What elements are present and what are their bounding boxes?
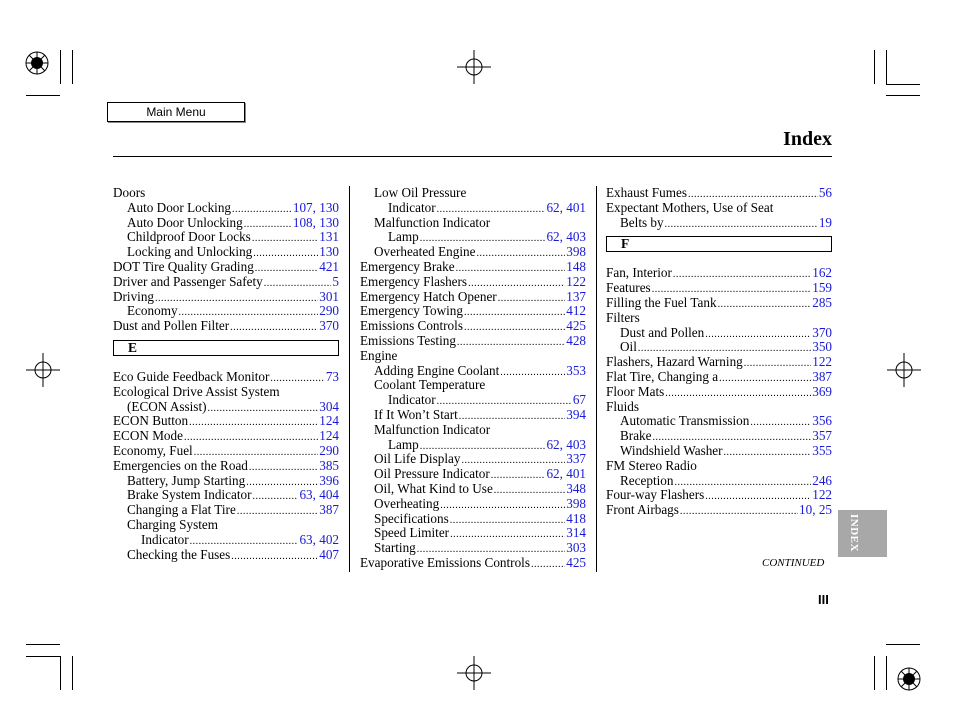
leader-dots (531, 558, 565, 573)
page-reference-link[interactable]: 355 (812, 442, 832, 458)
page-reference-link[interactable]: 285 (812, 294, 832, 310)
crosshair-target-icon (887, 353, 921, 387)
index-column-1 (113, 186, 339, 562)
page-reference-link[interactable]: 63, 402 (299, 531, 339, 547)
index-entry[interactable] (606, 296, 832, 311)
index-entry[interactable] (113, 548, 339, 563)
leader-dots (705, 328, 811, 343)
entry-term: ECON Button (113, 413, 189, 429)
page-reference-link[interactable]: 350 (812, 339, 832, 355)
entry-term: Eco Guide Feedback Monitor (113, 368, 270, 384)
page-reference-link[interactable]: 290 (319, 442, 339, 458)
index-entry[interactable] (360, 334, 586, 349)
leader-dots (249, 461, 318, 476)
index-entry[interactable] (360, 290, 586, 305)
index-entry[interactable] (113, 370, 339, 385)
index-entry[interactable] (606, 385, 832, 400)
page-reference-link[interactable]: 369 (812, 383, 832, 399)
index-entry (360, 349, 586, 364)
page-reference-link[interactable]: 407 (319, 546, 339, 562)
registration-sunburst-icon (896, 666, 922, 692)
leader-dots (440, 499, 565, 514)
index-entry (606, 459, 832, 474)
entry-term: Features (606, 280, 651, 296)
entry-term: Emissions Testing (360, 332, 456, 348)
index-entry[interactable] (113, 459, 339, 474)
index-entry[interactable] (113, 533, 339, 548)
leader-dots (665, 218, 818, 233)
crop-mark (60, 50, 61, 84)
page-reference-link[interactable]: 314 (566, 525, 586, 541)
side-tab-label: INDEX (848, 514, 860, 552)
index-entry[interactable] (606, 488, 832, 503)
page-reference-link[interactable]: 370 (812, 324, 832, 340)
entry-term: Indicator (141, 531, 189, 547)
page-reference-link[interactable]: 67 (572, 392, 586, 408)
entry-term: Ecological Drive Assist System (113, 383, 280, 399)
page-reference-link[interactable]: 131 (319, 229, 339, 245)
leader-dots (491, 469, 546, 484)
leader-dots (184, 431, 318, 446)
page-reference-link[interactable]: 290 (319, 303, 339, 319)
leader-dots (680, 505, 798, 520)
index-side-tab[interactable] (838, 510, 887, 557)
section-letter-header: F (606, 236, 832, 252)
entry-term: Battery, Jump Starting (127, 472, 246, 488)
page-reference-link[interactable]: 62, 403 (546, 229, 586, 245)
entry-term: ECON Mode (113, 428, 183, 444)
index-entry (606, 201, 832, 216)
entry-term: Filters (606, 309, 640, 325)
entry-term: Emergency Hatch Opener (360, 288, 497, 304)
page-reference-link[interactable]: 62, 403 (546, 436, 586, 452)
index-column-3 (606, 186, 832, 518)
index-entry[interactable] (606, 216, 832, 231)
crosshair-target-icon (26, 353, 60, 387)
index-entry[interactable] (606, 355, 832, 370)
entry-term: Childproof Door Locks (127, 229, 251, 245)
page-reference-link[interactable]: 137 (566, 288, 586, 304)
index-entry[interactable] (360, 541, 586, 556)
entry-term: Oil Life Display (374, 451, 461, 467)
page-reference-link[interactable]: 108, 130 (292, 214, 339, 230)
index-entry[interactable] (113, 304, 339, 319)
continued-note: CONTINUED (762, 557, 825, 569)
crop-mark (26, 656, 60, 657)
crop-mark (60, 656, 61, 690)
section-letter-header: E (113, 340, 339, 356)
entry-term: Belts by (620, 214, 664, 230)
crop-mark (874, 50, 875, 84)
page-reference-link[interactable]: 56 (818, 185, 832, 200)
page-title: Index (783, 128, 832, 150)
index-entry[interactable] (113, 400, 339, 415)
entry-term: Front Airbags (606, 502, 679, 518)
index-entry[interactable] (113, 201, 339, 216)
entry-term: Speed Limiter (374, 525, 450, 541)
crop-mark (886, 84, 920, 85)
entry-term: Indicator (388, 392, 436, 408)
entry-term: DOT Tire Quality Grading (113, 258, 254, 274)
page-reference-link[interactable]: 387 (319, 502, 339, 518)
index-entry[interactable] (113, 474, 339, 489)
leader-dots (705, 490, 811, 505)
crop-mark (26, 644, 60, 645)
page-reference-link[interactable]: 385 (319, 457, 339, 473)
index-entry[interactable] (113, 216, 339, 231)
index-entry[interactable] (113, 275, 339, 290)
leader-dots (155, 292, 318, 307)
crosshair-target-icon (457, 656, 491, 690)
entry-term: Fluids (606, 398, 639, 414)
entry-term: Oil Pressure Indicator (374, 466, 490, 482)
entry-term: Lamp (388, 436, 419, 452)
page-reference-link[interactable]: 303 (566, 540, 586, 556)
leader-dots (231, 550, 318, 565)
index-entry[interactable] (360, 275, 586, 290)
leader-dots (456, 262, 566, 277)
page-reference-link[interactable]: 124 (319, 413, 339, 429)
index-entry (360, 378, 586, 393)
index-entry (606, 400, 832, 415)
index-entry[interactable] (606, 474, 832, 489)
entry-term: Reception (620, 472, 674, 488)
index-entry[interactable] (113, 290, 339, 305)
page-reference-link[interactable]: 394 (566, 406, 586, 422)
page-reference-link[interactable]: 337 (566, 451, 586, 467)
leader-dots (208, 402, 319, 417)
index-entry[interactable] (113, 429, 339, 444)
leader-dots (500, 366, 565, 381)
index-entry[interactable] (360, 512, 586, 527)
index-entry[interactable] (360, 452, 586, 467)
leader-dots (253, 247, 318, 262)
leader-dots (252, 232, 318, 247)
index-entry[interactable] (606, 266, 832, 281)
crop-mark (72, 656, 73, 690)
page-reference-link[interactable]: 348 (566, 480, 586, 496)
leader-dots (464, 306, 565, 321)
index-entry[interactable] (360, 230, 586, 245)
page-reference-link[interactable]: 421 (319, 258, 339, 274)
leader-dots (230, 321, 318, 336)
leader-dots (450, 514, 566, 529)
index-entry[interactable] (360, 482, 586, 497)
entry-term: Emergency Brake (360, 258, 455, 274)
entry-term: Locking and Unlocking (127, 244, 253, 260)
index-entry[interactable] (606, 340, 832, 355)
index-entry[interactable] (360, 364, 586, 379)
main-menu-button[interactable]: Main Menu (107, 102, 245, 122)
leader-dots (673, 268, 811, 283)
page-reference-link[interactable]: 304 (319, 398, 339, 414)
index-entry[interactable] (360, 245, 586, 260)
page-reference-link[interactable]: 73 (325, 368, 339, 384)
page-reference-link[interactable]: 356 (812, 413, 832, 429)
index-entry[interactable] (360, 260, 586, 275)
leader-dots (719, 372, 811, 387)
index-column-2 (360, 186, 586, 571)
crop-mark (886, 50, 887, 84)
index-entry[interactable] (360, 319, 586, 334)
index-entry[interactable] (360, 201, 586, 216)
index-entry (113, 186, 339, 201)
crop-mark (886, 656, 887, 690)
entry-term: Driver and Passenger Safety (113, 273, 263, 289)
page-reference-link[interactable]: 62, 401 (546, 466, 586, 482)
entry-term: Flashers, Hazard Warning (606, 354, 743, 370)
entry-term: If It Won’t Start (374, 406, 458, 422)
leader-dots (476, 247, 565, 262)
entry-term: Low Oil Pressure (374, 185, 467, 200)
entry-term: Driving (113, 288, 155, 304)
page-reference-link[interactable]: 19 (818, 214, 832, 230)
index-entry[interactable] (360, 556, 586, 571)
page-reference-link[interactable]: 357 (812, 428, 832, 444)
index-entry[interactable] (606, 370, 832, 385)
page-reference-link[interactable]: 107, 130 (292, 199, 339, 215)
index-entry[interactable] (360, 438, 586, 453)
index-entry[interactable] (360, 408, 586, 423)
entry-term: Coolant Temperature (374, 377, 486, 393)
entry-term: Four-way Flashers (606, 487, 705, 503)
entry-term: Exhaust Fumes (606, 185, 687, 200)
leader-dots (189, 416, 318, 431)
entry-term: Auto Door Unlocking (127, 214, 243, 230)
crosshair-target-icon (457, 50, 491, 84)
entry-term: Expectant Mothers, Use of Seat (606, 199, 774, 215)
index-entry[interactable] (360, 393, 586, 408)
page-reference-link[interactable]: 5 (332, 273, 339, 289)
entry-term: Lamp (388, 229, 419, 245)
entry-term: Emissions Controls (360, 318, 463, 334)
index-entry[interactable] (606, 281, 832, 296)
entry-term: Evaporative Emissions Controls (360, 554, 530, 570)
entry-term: Brake (620, 428, 652, 444)
entry-term: Engine (360, 347, 398, 363)
entry-term: Windshield Washer (620, 442, 723, 458)
entry-term: Specifications (374, 510, 449, 526)
page-reference-link[interactable]: 63, 404 (299, 487, 339, 503)
page-reference-link[interactable]: 418 (566, 510, 586, 526)
index-entry[interactable] (606, 503, 832, 518)
index-entry[interactable] (606, 186, 832, 201)
entry-term: Flat Tire, Changing a (606, 368, 719, 384)
entry-term: Floor Mats (606, 383, 665, 399)
leader-dots (665, 387, 811, 402)
entry-term: Emergency Towing (360, 303, 463, 319)
leader-dots (744, 357, 811, 372)
index-entry[interactable] (113, 488, 339, 503)
leader-dots (237, 505, 318, 520)
entry-term: Oil (620, 339, 637, 355)
page-reference-link[interactable]: 124 (319, 428, 339, 444)
entry-term: FM Stereo Radio (606, 457, 697, 473)
page-reference-link[interactable]: 396 (319, 472, 339, 488)
entry-term: Automatic Transmission (620, 413, 750, 429)
index-entry[interactable] (113, 260, 339, 275)
entry-term: (ECON Assist) (127, 398, 207, 414)
index-entry (606, 311, 832, 326)
column-divider (596, 186, 597, 572)
page-reference-link[interactable]: 246 (812, 472, 832, 488)
index-entry[interactable] (113, 414, 339, 429)
page-reference-link[interactable]: 425 (566, 318, 586, 334)
index-entry (360, 423, 586, 438)
entry-term: Checking the Fuses (127, 546, 231, 562)
index-entry[interactable] (606, 429, 832, 444)
index-entry (360, 186, 586, 201)
crop-mark (72, 50, 73, 84)
page-reference-link[interactable]: 10, 25 (799, 502, 832, 518)
crop-mark (886, 644, 920, 645)
entry-term: Indicator (388, 199, 436, 215)
index-entry[interactable] (606, 444, 832, 459)
page-reference-link[interactable]: 425 (566, 554, 586, 570)
page-reference-link[interactable]: 398 (566, 495, 586, 511)
page-reference-link[interactable]: 122 (812, 354, 832, 370)
crop-mark (886, 95, 920, 96)
page-reference-link[interactable]: 162 (812, 265, 832, 281)
page-reference-link[interactable]: 148 (566, 258, 586, 274)
page-reference-link[interactable]: 122 (812, 487, 832, 503)
page-number: III (818, 592, 829, 607)
entry-term: Overheating (374, 495, 440, 511)
page-reference-link[interactable]: 412 (566, 303, 586, 319)
page-reference-link[interactable]: 387 (812, 368, 832, 384)
column-divider (349, 186, 350, 572)
leader-dots (457, 336, 565, 351)
page-reference-link[interactable]: 428 (566, 332, 586, 348)
entry-term: Adding Engine Coolant (374, 362, 500, 378)
crop-mark (26, 95, 60, 96)
index-entry[interactable] (606, 326, 832, 341)
page-reference-link[interactable]: 370 (319, 318, 339, 334)
index-entry[interactable] (360, 526, 586, 541)
leader-dots (450, 528, 565, 543)
page-reference-link[interactable]: 62, 401 (546, 199, 586, 215)
entry-term: Economy (127, 303, 178, 319)
leader-dots (494, 484, 565, 499)
entry-term: Changing a Flat Tire (127, 502, 236, 518)
entry-term: Doors (113, 185, 146, 200)
entry-term: Economy, Fuel (113, 442, 193, 458)
leader-dots (255, 262, 318, 277)
leader-dots (253, 490, 299, 505)
crop-mark (874, 656, 875, 690)
entry-term: Starting (374, 540, 416, 556)
entry-term: Dust and Pollen (620, 324, 705, 340)
title-divider (113, 156, 832, 157)
leader-dots (498, 292, 566, 307)
leader-dots (718, 298, 812, 313)
entry-term: Emergency Flashers (360, 273, 468, 289)
index-entry[interactable] (113, 245, 339, 260)
index-entry[interactable] (113, 444, 339, 459)
index-entry[interactable] (360, 497, 586, 512)
page-reference-link[interactable]: 130 (319, 244, 339, 260)
page-reference-link[interactable]: 301 (319, 288, 339, 304)
page-reference-link[interactable]: 159 (812, 280, 832, 296)
entry-term: Brake System Indicator (127, 487, 252, 503)
index-entry (360, 216, 586, 231)
entry-term: Emergencies on the Road (113, 457, 248, 473)
entry-term: Malfunction Indicator (374, 421, 491, 437)
page-reference-link[interactable]: 353 (566, 362, 586, 378)
index-entry[interactable] (606, 414, 832, 429)
leader-dots (244, 218, 292, 233)
index-entry (113, 385, 339, 400)
leader-dots (724, 446, 812, 461)
registration-sunburst-icon (24, 50, 50, 76)
entry-term: Charging System (127, 516, 218, 532)
leader-dots (750, 416, 811, 431)
index-entry[interactable] (113, 319, 339, 334)
entry-term: Malfunction Indicator (374, 214, 491, 230)
index-entry (113, 518, 339, 533)
index-entry[interactable] (360, 467, 586, 482)
entry-term: Fan, Interior (606, 265, 672, 281)
page-reference-link[interactable]: 122 (566, 273, 586, 289)
leader-dots (464, 321, 565, 336)
entry-term: Overheated Engine (374, 244, 476, 260)
entry-term: Dust and Pollen Filter (113, 318, 230, 334)
index-entry[interactable] (113, 230, 339, 245)
entry-term: Oil, What Kind to Use (374, 480, 493, 496)
index-entry[interactable] (360, 304, 586, 319)
entry-term: Auto Door Locking (127, 199, 232, 215)
entry-term: Filling the Fuel Tank (606, 294, 717, 310)
index-entry[interactable] (113, 503, 339, 518)
page-reference-link[interactable]: 398 (566, 244, 586, 260)
